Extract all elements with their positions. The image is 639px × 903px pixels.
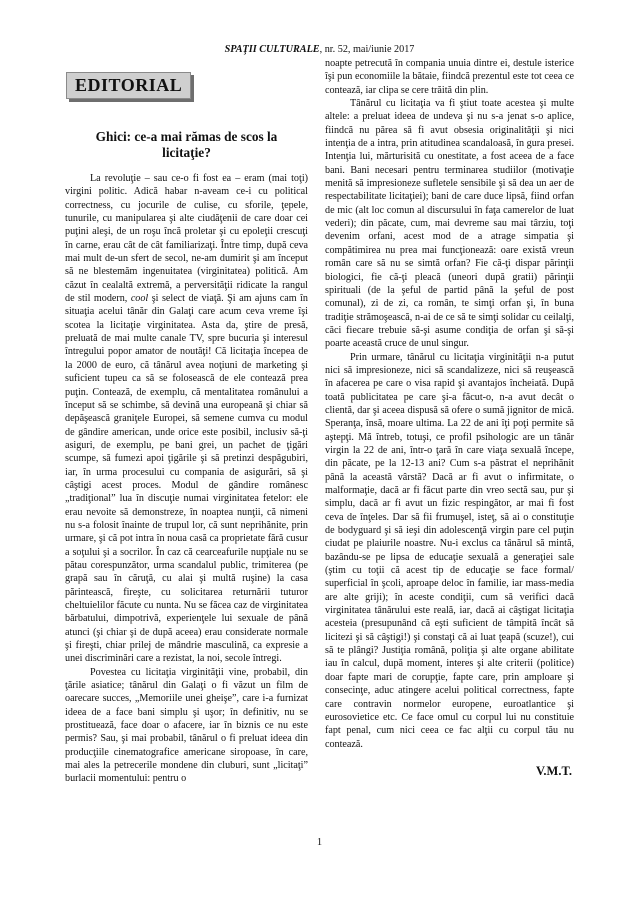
issue-info: , nr. 52, mai/iunie 2017 [319,44,415,55]
publication-name: SPAŢII CULTURALE [224,44,320,55]
paragraph-4: Prin urmare, tânărul cu licitaţia virginităţii n-a putut nici să impresioneze, nici să scandalizeze, nici să reuşească în afacerea pe care o visa rapid şi avantajos încheiată. După toată publicitatea pe care şi-a făcut-o, n-a avut decât o clientă, dar şi aceea dispusă să ofere o sumă jignitor de mică. Speranţa, însă, moare ultima. La 22 de ani îţi poţi permite să aştepţi. Mă întreb, totuşi, ce profil psihologic are un tânăr virgin la 22 de ani, într-o ţară în care viaţa sexuală începe, din păcate, pe la 12-13 ani? Cum s-a păstrat el neprihănit până la această vârstă? Dacă ar fi avut o infirmitate, o malformaţie, dacă ar fi făcut parte din vreo sectă sau, pur şi simplu, dacă ar fi avut un fizic respingător, ar mai fi fost ceva de înţeles. Dar să fii frumuşel, isteţ, să ai o constituţie de bodyguard şi să ieşi din adolescenţă virgin pare cel puţin ciudat pe plaiurile noastre. Nu-i exclus ca tânărul să mintă, bazându-se pe lipsa de educaţie sexuală a generaţiei sale (ştim cu toţii că acest tip de educaţie se face formal/ superficial în şcoli, aproape deloc în familie, iar mass-media are alte griji); în aceste condiţii, cum să verifici dacă virginitatea tânărului este reală, iar, dacă ai câştigat licitaţia acesteia (presupunând că eşti suficient de tâmpită încât să licitezi şi să câştigi!) şi constaţi că ai luat ţeapă (scuze!), cui să te plângi? Justiţia română, poliţia şi alte organe abilitate iau în calcul, după moment, interes şi alte criterii (politice) doar fapte mari de corupţie, fapte care, prin amploare şi consecinţe, aduc atingere acelui political correctness, fapte care contravin normelor europene, euroatlantice şi eurosovietice etc. Ce face omul cu corpul lui nu constituie fapt penal, cum nici ceea ce fac alţii cu corpul tău nu contează. [325,351,574,750]
italic-word: cool [130,293,149,305]
paragraph-1: La revoluţie – sau ce-o fi fost ea – eram (mai toţi) virgini politic. Adică habar n-aveam ce-i cu political correctness, cu jocurile de culise, cu sforile, ţepele, tunurile, cu manipularea şi alte ciudăţenii de care doar cei puţini aleşi, de un roşu încă proletar şi cu epoleţii crescuţi în carne, erau cât de cât familiarizaţi. Între timp, după ceva mai mult de-un sfert de secol, ne-am dumirit şi am început să ne blestemăm ingenuitatea (virginitatea) politică. Am căzut în cealaltă extremă, a perversităţii ridicate la rangul de stil modern, cool şi select de viaţă. Şi am ajuns cam în situaţia acelui tânăr din Galaţi care acum ceva vreme îşi scotea la licitaţie virginitatea. Asta da, ştire de presă, preluată de mai multe canale TV, spre bucuria şi interesul întregului popor amator de noutăţi! Că licitaţia începea de la 2000 de euro, că tânărul avea noţiuni de marketing şi suficient tupeu ca să se folosească de ele contează prea puţin. Contează, de exemplu, că mentalitatea românului a început să se schimbe, să devină una europeană şi chiar să depăşească graniţele Europei, să semene cumva cu modul de gândire american, unde orice este posibil, inclusiv să-ţi asiguri, de exemplu, pe bani grei, un pachet de ţigări scumpe, să fumezi apoi ţigările şi să pretinzi despăgubiri, iar, în urma procesului cu compania de asigurări, să şi câştigi acest proces. Modul de gândire românesc „tradiţional” lua în discuţie numai virginitatea fetelor: ele erau nevoite să demonstreze, în noaptea nunţii, că nimeni nu s-a folosit înainte de trupul lor, că sunt neprihănite, prin urmare, şi că pot intra în noua casă ca proprietate fără cusur a soţului şi a socrilor. În caz că cearceafurile nupţiale nu se pătau corespunzător, urma scandalul public, trimiterea (pe grapă sau în căruţă, cu alai şi multă ruşine) la casa părintească, fireşte, cu solicitarea returnării tuturor cheltuielilor făcute cu nunta. Nu se făcea caz de virginitatea bărbatului, dimpotrivă, experienţele lui sexuale de până atunci (şi chiar şi de după aceea) erau considerate normale şi fireşti, chiar prilej de mândrie masculină, ca expresie a unei discriminări care a rezistat, la noi, secole întregi. [65,173,308,665]
paragraph-3: Tânărul cu licitaţia va fi ştiut toate acestea şi multe altele: a preluat ideea de undeva şi nu s-a jenat s-o aplice, fiindcă nu părea să fi avut obsesia originalităţii şi nici intenţia de a intra, prin atitudinea scandaloasă, în gura presei. Intenţia lui, mărturisită cu onestitate, a fost aceea de a face bani. Bani necesari pentru terminarea studiilor (motivaţie menită să impresioneze sufletele sensibile şi să dea un aer de respectabilitate licitaţiei); bani de care duce lipsă, fiind orfan de mic (alt loc comun al discursului în faţa camerelor de luat vederi); din păcate, cum, mai devreme sau mai târziu, toţi devenim orfani, acest mod de a atrage simpatia şi compătimirea nu prea mai funcţionează: oare există vreun român care să nu se simtă orfan? Fie că-ţi dispar părinţii biologici, fie că-ţi pleacă (uneori după gratii) părinţii spirituali (de la şeful de partid până la şeful de post comunal), zi de zi, ca român, te simţi orfan şi, în buna tradiţie strămoşească, n-ai de ce să te simţi solidar cu ceilalţi, căci fiecare trebuie să-şi asume condiţia de orfan şi să-şi poarte această cruce de unul singur. [325,98,574,350]
column-left [65,66,308,786]
paragraph-2-end: noapte petrecută în compania unuia dintre ei, destule isterice îşi pun economiile la bătaie, fiindcă prezentul este tot ceea ce contează, iar clipa se cere trăită din plin. [325,58,574,96]
author-signature: V.M.T. [536,763,572,778]
running-head [0,44,639,56]
paragraph-2-start: Povestea cu licitaţia virginităţii vine, probabil, din ţările asiatice; tânărul din Galaţi o fi văzut un film de oarecare succes, „Memoriile unei gheişe”, care i-a furnizat ideea de a face bani simplu şi uşor; în definitiv, nu se prostituează, face doar o afacere, iar în biznis ce nu este permis? Sau, şi mai probabil, tânărul o fi preluat ideea din producţiile cinematografice americane siropoase, în care, mai ales la petrecerile mondene din cluburi, sunt „licitaţi” burlacii momentului: pentru o [65,666,308,785]
section-badge: EDITORIAL [66,72,191,99]
article-title: Ghici: ce-a mai rămas de scos la licitaţie? [95,129,278,160]
column-right [325,57,574,778]
page-number: 1 [316,837,323,848]
